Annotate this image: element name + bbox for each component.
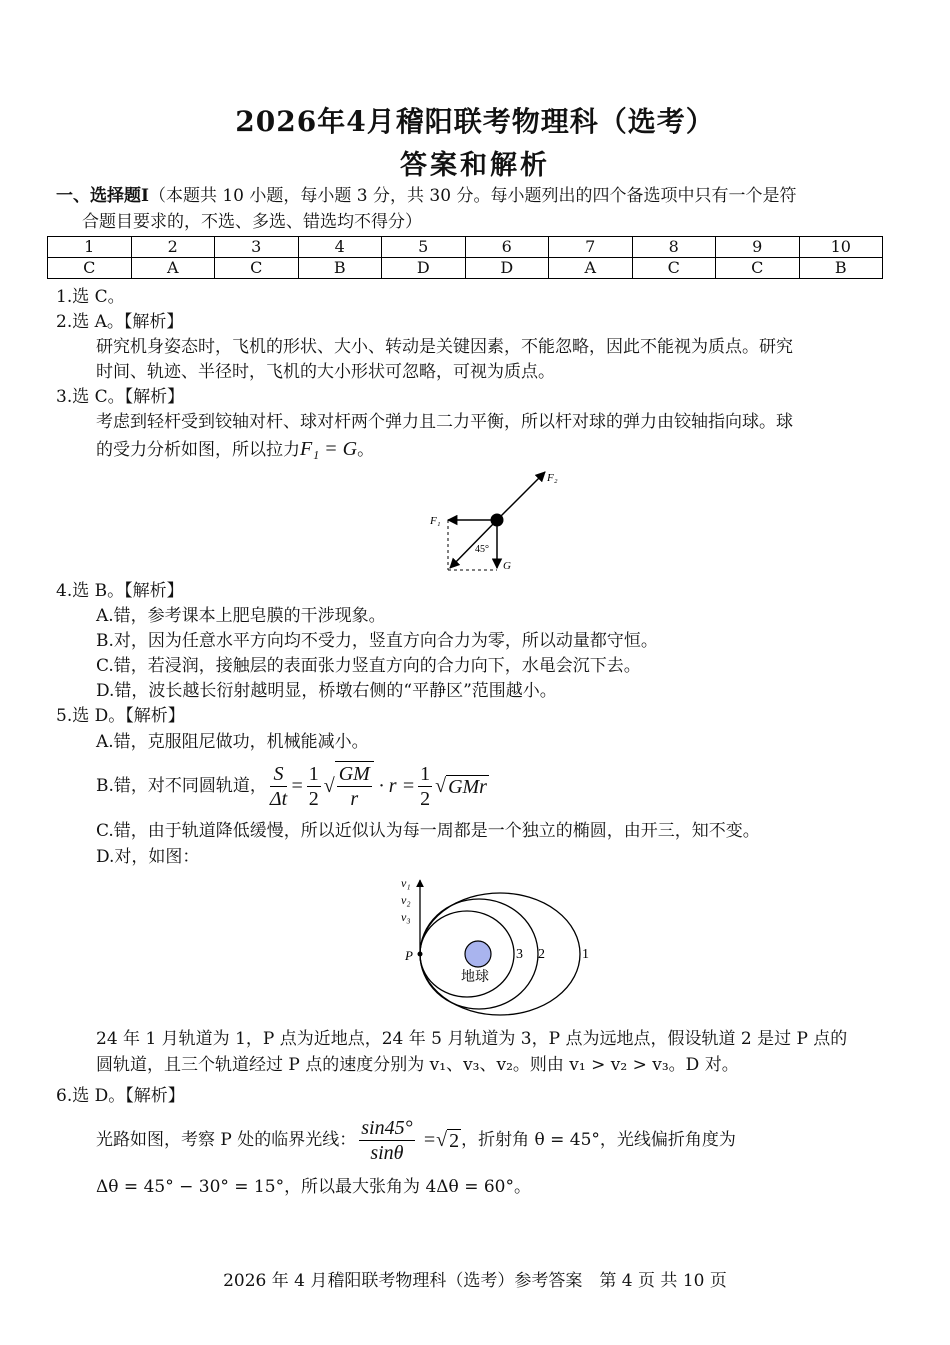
answer-table-numbers xyxy=(48,237,883,258)
point-p xyxy=(418,952,423,957)
page-title: 2026年4月稽阳联考物理科（选考） xyxy=(235,105,715,138)
section-heading: 一、选择题Ⅰ xyxy=(56,186,149,206)
orbit-1 xyxy=(420,893,580,1015)
resultant-arrow xyxy=(450,520,497,568)
label-v2: v₂ xyxy=(401,893,411,907)
question-number-cell: 3 xyxy=(215,237,299,258)
q3-text xyxy=(96,438,374,461)
q6-text-post: ，折射角 θ = 45°，光线偏折角度为 xyxy=(461,1130,736,1150)
q5-option-b xyxy=(96,758,489,814)
question-number-cell: 6 xyxy=(465,237,549,258)
label-p: P xyxy=(405,948,413,963)
question-number-cell: 9 xyxy=(716,237,800,258)
q5-option-b-text: B.错，对不同圆轨道， xyxy=(96,776,267,796)
q3-text-pre: 的受力分析如图，所以拉力 xyxy=(96,440,300,460)
question-number-cell: 5 xyxy=(382,237,466,258)
answer-cell: D xyxy=(382,258,466,279)
q6-text-pre: 光路如图，考察 P 处的临界光线： xyxy=(96,1130,357,1150)
label-orbit-1: 1 xyxy=(582,947,589,962)
force-diagram xyxy=(420,462,580,577)
answer-cell: C xyxy=(716,258,800,279)
section-desc: （本题共 10 小题，每小题 3 分，共 30 分。每小题列出的四个备选项中只有一个是符 xyxy=(148,186,797,206)
q5-formula: $\frac{S}{\Delta t}$ = $\frac{1}{2}$ √ $\frac{GM}{r}$ · r = $\frac{1}{2}$ √ GMr xyxy=(269,762,487,810)
q5-head: 5.选 D。【解析】 xyxy=(56,706,185,726)
label-f1: F₁ xyxy=(430,515,441,527)
question-number-cell: 10 xyxy=(799,237,883,258)
ball xyxy=(491,514,504,527)
answer-cell: A xyxy=(131,258,215,279)
section-desc-cont: 合题目要求的，不选、多选、错选均不得分） xyxy=(82,212,422,232)
q4-option-b: B.对，因为任意水平方向均不受力，竖直方向合力为零，所以动量都守恒。 xyxy=(96,631,658,651)
question-number-cell: 1 xyxy=(48,237,132,258)
label-earth: 地球 xyxy=(461,970,489,985)
q5-option-d: D.对，如图： xyxy=(96,847,200,867)
label-orbit-3: 3 xyxy=(516,947,523,962)
orbit-diagram xyxy=(395,870,610,1018)
q3-head: 3.选 C。【解析】 xyxy=(56,387,185,407)
answer-cell: B xyxy=(799,258,883,279)
answer-cell: C xyxy=(632,258,716,279)
page-subtitle: 答案和解析 xyxy=(400,150,550,181)
answer-cell: A xyxy=(549,258,633,279)
q5-explain: 24 年 1 月轨道为 1，P 点为近地点，24 年 5 月轨道为 3，P 点为远地点，假设轨道 2 是过 P 点的 xyxy=(96,1029,848,1049)
q5-option-a: A.错，克服阻尼做功，机械能减小。 xyxy=(96,732,369,752)
label-angle: 45° xyxy=(475,544,489,555)
q6-formula: $\frac{\sin 45^\circ}{\sin\theta}$ = √ 2 xyxy=(361,1116,460,1164)
page-footer: 2026 年 4 月稽阳联考物理科（选考）参考答案 第 4 页 共 10 页 xyxy=(223,1271,727,1291)
label-orbit-2: 2 xyxy=(538,947,545,962)
answer-cell: D xyxy=(465,258,549,279)
q2-text: 研究机身姿态时，飞机的形状、大小、转动是关键因素，不能忽略，因此不能视为质点。研究 xyxy=(96,337,793,357)
q4-head: 4.选 B。【解析】 xyxy=(56,581,184,601)
q5-option-c: C.错，由于轨道降低缓慢，所以近似认为每一周都是一个独立的椭圆，由开三，知不变。 xyxy=(96,821,760,841)
force-f2-arrow xyxy=(497,472,545,520)
question-number-cell: 7 xyxy=(549,237,633,258)
question-number-cell: 4 xyxy=(298,237,382,258)
label-v1: v₁ xyxy=(401,876,411,890)
q4-option-a: A.错，参考课本上肥皂膜的干涉现象。 xyxy=(96,606,386,626)
question-number-cell: 8 xyxy=(632,237,716,258)
q4-option-d: D.错，波长越长衍射越明显，桥墩右侧的“平静区”范围越小。 xyxy=(96,681,557,701)
question-number-cell: 2 xyxy=(131,237,215,258)
q1-answer: 1.选 C。 xyxy=(56,287,125,307)
earth xyxy=(465,941,491,967)
label-v3: v₃ xyxy=(401,910,411,924)
q5-explain: 圆轨道，且三个轨道经过 P 点的速度分别为 v₁、v₃、v₂。则由 v₁ > v₂ > v₃。D 对。 xyxy=(96,1055,739,1075)
q6-text: Δθ = 45° − 30° = 15°，所以最大张角为 4Δθ = 60°。 xyxy=(96,1177,531,1197)
q3-formula: F₁ = G xyxy=(300,438,358,460)
q6-head: 6.选 D。【解析】 xyxy=(56,1086,185,1106)
q6-text xyxy=(96,1110,736,1170)
answer-cell: C xyxy=(48,258,132,279)
q2-head: 2.选 A。【解析】 xyxy=(56,312,184,332)
q3-text-post: 。 xyxy=(357,440,375,460)
answer-cell: B xyxy=(298,258,382,279)
label-f2: F₂ xyxy=(547,472,558,484)
answer-table xyxy=(47,236,883,279)
answer-cell: C xyxy=(215,258,299,279)
q3-text: 考虑到轻杆受到铰轴对杆、球对杆两个弹力且二力平衡，所以杆对球的弹力由铰轴指向球。球 xyxy=(96,412,793,432)
section-intro xyxy=(56,185,796,207)
answer-table-answers xyxy=(48,258,883,279)
q2-text: 时间、轨迹、半径时，飞机的大小形状可忽略，可视为质点。 xyxy=(96,362,555,382)
label-g: G xyxy=(503,560,511,572)
q4-option-c: C.错，若浸润，接触层的表面张力竖直方向的合力向下，水黾会沉下去。 xyxy=(96,656,641,676)
